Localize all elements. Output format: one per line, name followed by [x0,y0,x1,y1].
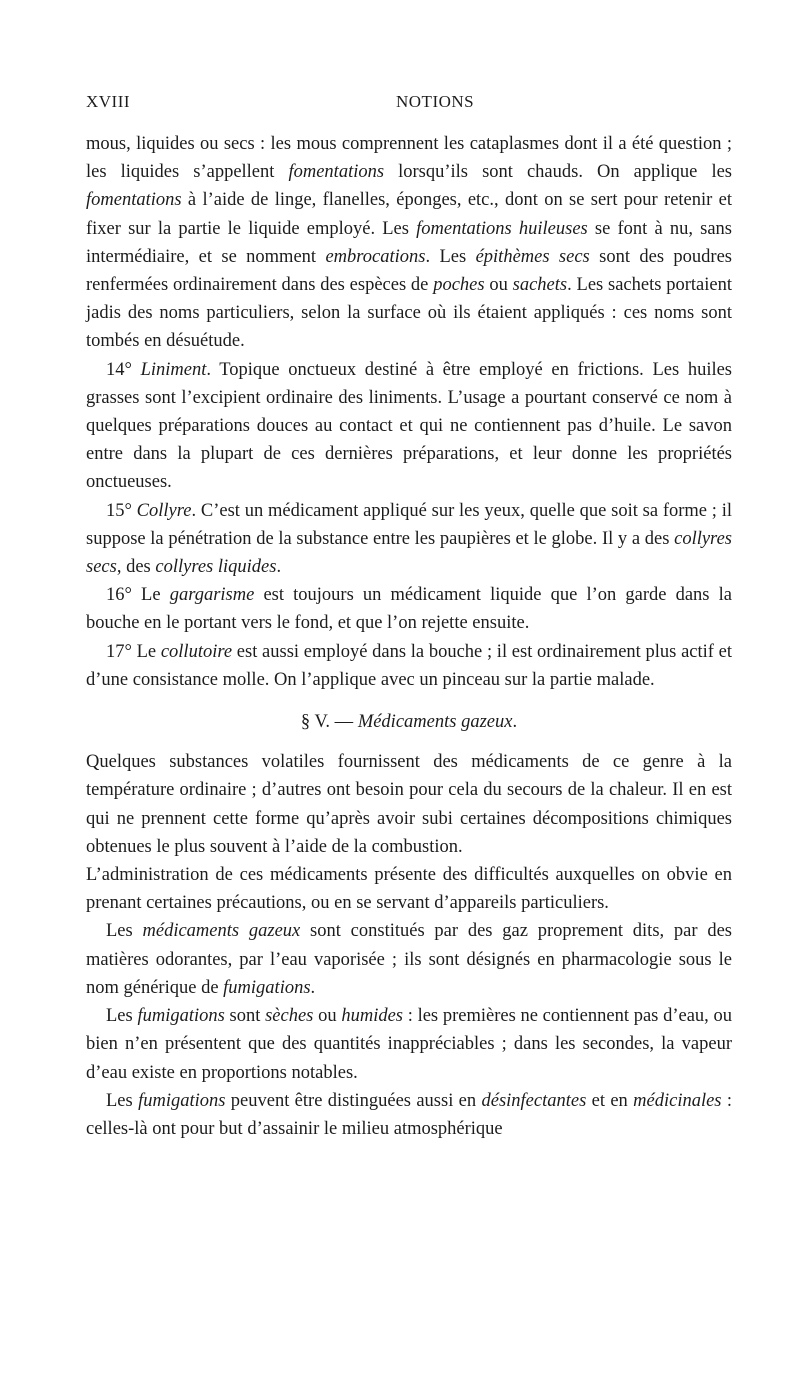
text-run: : les premières ne contiennent pas d’eau, ou bien n’en présentent que des quantités inappréciables ; dans les secondes, la vapeur d’eau existe en proportions notables. [86,1006,732,1083]
paragraph [86,497,732,582]
text-run: , des [116,557,156,578]
text-run: et en [586,1090,634,1111]
text-run: est toujours un médicament liquide que l’on garde dans la bouche en le portant vers le fond, et que l’on rejette ensuite. [86,585,732,634]
paragraph [86,1002,732,1087]
text-run: mous, liquides ou secs : les mous comprennent les cataplasmes dont il a été question ; les liquides s’appellent [86,134,732,183]
text-run: . [310,977,316,998]
italic-text: sachets [512,275,568,296]
running-title: NOTIONS [396,92,475,111]
paragraph [86,861,732,917]
italic-text: poches [433,275,485,296]
italic-text: embrocations [325,246,426,267]
italic-text: médicinales [633,1090,722,1111]
text-run: sont constitués par des gaz proprement dits, par des matières odorantes, par l’eau vaporisée ; ils sont désignés en pharmacologie sous le nom générique de [86,921,732,998]
italic-text: collyres liquides [155,557,277,578]
italic-text: collutoire [160,641,233,662]
section-heading [86,708,732,736]
text-run: . Les sachets portaient jadis des noms particuliers, selon la surface où ils étaient appliqués : ces noms sont tombés en désuétude. [86,275,732,352]
italic-text: médicaments gazeux [142,921,301,942]
italic-text: Collyre [136,500,192,521]
running-header [86,92,735,116]
text-run: Les [106,1090,139,1111]
paragraph [86,638,732,694]
page-body [86,130,732,1143]
page-number: XVIII [86,92,131,111]
italic-text: fomentations [86,190,182,211]
paragraph [86,581,732,637]
text-run: 17° Le [106,641,161,662]
text-run: ou [313,1006,342,1027]
paragraph [86,1087,732,1143]
italic-text: sèches [265,1006,314,1027]
text-run: . Les [425,246,476,267]
text-run: sont des poudres renfermées ordinairement dans des espèces de [86,246,732,296]
italic-text: épithèmes secs [475,246,590,267]
italic-text: Médicaments gazeux [357,712,513,733]
text-run: . Topique onctueux destiné à être employé en frictions. Les huiles grasses sont l’excipient ordinaire des liniments. L’usage a pourtant conservé ce nom à quelques préparations douces au contact et qui ne contiennent pas d’huile. Le savon entre dans la plupart de ces dernières préparations, et leur donne les propriétés onctueuses. [86,359,733,493]
text-run: Les [106,921,143,942]
paragraph [86,917,732,1002]
paragraph [86,356,732,497]
italic-text: Liniment [140,359,207,380]
text-run: à l’aide de linge, flanelles, éponges, etc., dont on se sert pour retenir et fixer sur la partie le liquide employé. Les [86,190,732,239]
italic-text: fumigations [137,1006,225,1027]
text-run: 16° Le [106,585,170,606]
italic-text: collyres secs [86,528,732,578]
text-run: lorsqu’ils sont chauds. On applique les [384,162,732,183]
italic-text: humides [341,1006,403,1027]
paragraph [86,130,732,356]
text-run: 14° [106,359,141,380]
text-run: peuvent être distinguées aussi en [225,1090,482,1111]
paragraph [86,748,732,861]
italic-text: gargarisme [169,585,255,606]
text-run: Les [106,1006,138,1027]
text-run: . [512,712,518,733]
text-run: ou [484,275,513,296]
italic-text: fumigations [138,1090,226,1111]
text-run: § V. — [300,712,358,733]
text-run: 15° [106,500,137,521]
italic-text: fumigations [223,977,311,998]
text-run: . [276,557,282,578]
text-run: se font à nu, sans intermédiaire, et se nomment [86,218,732,267]
text-run: : celles-là ont pour but d’assainir le milieu atmosphérique [86,1090,732,1139]
italic-text: fomentations huileuses [416,218,588,239]
text-run: L’administration de ces médicaments présente des difficultés auxquelles on obvie en prenant certaines précautions, ou en se servant d’appareils particuliers. [86,865,732,914]
italic-text: fomentations [288,162,385,183]
text-run: sont [224,1006,266,1027]
text-run: . C’est un médicament appliqué sur les yeux, quelle que soit sa forme ; il suppose la pénétration de la substance entre les paupières et le globe. Il y a des [86,500,732,549]
italic-text: désinfectantes [481,1090,587,1111]
text-run: Quelques substances volatiles fournissent des médicaments de ce genre à la température ordinaire ; d’autres ont besoin pour cela du secours de la chaleur. Il en est qui ne prennent cette forme qu’après avoir subi certaines décompositions chimiques obtenues le plus souvent à l’aide de la combustion. [86,752,732,857]
text-run: est aussi employé dans la bouche ; il est ordinairement plus actif et d’une consistance molle. On l’applique avec un pinceau sur la partie malade. [86,641,732,690]
